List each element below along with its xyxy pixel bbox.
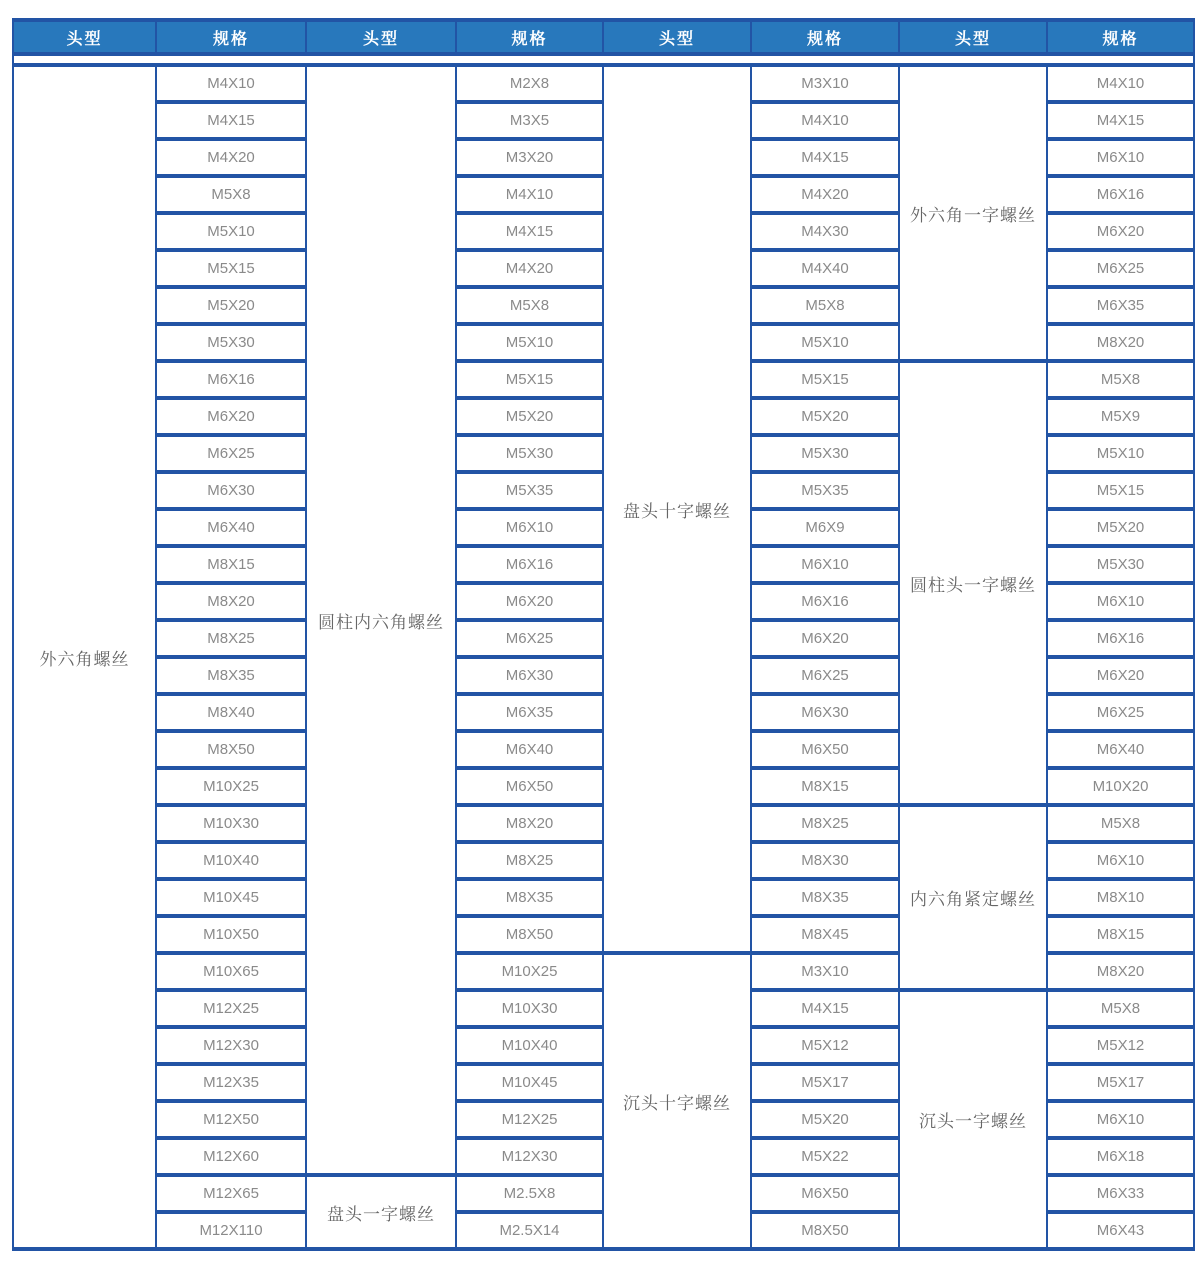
head-type-cell: 盘头一字螺丝 bbox=[306, 1175, 456, 1249]
spec-cell: M8X25 bbox=[156, 620, 306, 657]
spec-cell: M5X15 bbox=[1047, 472, 1194, 509]
spec-cell: M4X15 bbox=[751, 990, 899, 1027]
spec-cell: M5X20 bbox=[1047, 509, 1194, 546]
spec-cell: M5X17 bbox=[751, 1064, 899, 1101]
header-gap-spacer bbox=[13, 54, 1194, 65]
spec-cell: M10X50 bbox=[156, 916, 306, 953]
spec-cell: M6X35 bbox=[1047, 287, 1194, 324]
spec-cell: M4X20 bbox=[456, 250, 603, 287]
header-cell-spec-2: 规格 bbox=[456, 20, 603, 54]
head-type-cell: 沉头十字螺丝 bbox=[603, 953, 751, 1249]
spec-cell: M8X15 bbox=[751, 768, 899, 805]
spec-cell: M6X16 bbox=[1047, 176, 1194, 213]
spec-cell: M10X65 bbox=[156, 953, 306, 990]
spec-cell: M6X35 bbox=[456, 694, 603, 731]
spec-cell: M4X15 bbox=[456, 213, 603, 250]
spec-cell: M12X30 bbox=[156, 1027, 306, 1064]
spec-cell: M6X50 bbox=[751, 731, 899, 768]
spec-cell: M4X40 bbox=[751, 250, 899, 287]
spec-cell: M8X25 bbox=[751, 805, 899, 842]
spec-cell: M6X10 bbox=[1047, 842, 1194, 879]
spec-cell: M5X12 bbox=[751, 1027, 899, 1064]
spec-cell: M3X20 bbox=[456, 139, 603, 176]
head-type-cell: 外六角一字螺丝 bbox=[899, 65, 1047, 361]
spec-cell: M6X16 bbox=[456, 546, 603, 583]
header-cell-spec-3: 规格 bbox=[751, 20, 899, 54]
header-gap-row bbox=[13, 54, 1194, 65]
spec-cell: M6X25 bbox=[1047, 250, 1194, 287]
screw-spec-table bbox=[12, 18, 1195, 1251]
head-type-cell: 圆柱头一字螺丝 bbox=[899, 361, 1047, 805]
spec-cell: M5X8 bbox=[1047, 990, 1194, 1027]
spec-cell: M5X10 bbox=[1047, 435, 1194, 472]
header-cell-head-type-1: 头型 bbox=[13, 20, 156, 54]
spec-cell: M5X15 bbox=[456, 361, 603, 398]
spec-cell: M10X40 bbox=[456, 1027, 603, 1064]
spec-cell: M10X25 bbox=[156, 768, 306, 805]
spec-cell: M8X35 bbox=[456, 879, 603, 916]
spec-cell: M5X8 bbox=[1047, 805, 1194, 842]
header-cell-head-type-4: 头型 bbox=[899, 20, 1047, 54]
spec-cell: M2X8 bbox=[456, 65, 603, 102]
spec-cell: M6X30 bbox=[156, 472, 306, 509]
head-type-cell: 外六角螺丝 bbox=[13, 65, 156, 1249]
spec-cell: M5X30 bbox=[751, 435, 899, 472]
spec-cell: M5X30 bbox=[156, 324, 306, 361]
spec-cell: M8X20 bbox=[1047, 324, 1194, 361]
spec-cell: M5X22 bbox=[751, 1138, 899, 1175]
head-type-cell: 盘头十字螺丝 bbox=[603, 65, 751, 953]
header-cell-head-type-3: 头型 bbox=[603, 20, 751, 54]
spec-cell: M6X20 bbox=[751, 620, 899, 657]
spec-cell: M5X8 bbox=[156, 176, 306, 213]
spec-cell: M6X50 bbox=[456, 768, 603, 805]
spec-cell: M10X20 bbox=[1047, 768, 1194, 805]
header-cell-spec-4: 规格 bbox=[1047, 20, 1194, 54]
spec-cell: M12X25 bbox=[156, 990, 306, 1027]
spec-cell: M5X17 bbox=[1047, 1064, 1194, 1101]
spec-cell: M4X10 bbox=[751, 102, 899, 139]
spec-cell: M5X20 bbox=[156, 287, 306, 324]
spec-cell: M5X15 bbox=[751, 361, 899, 398]
spec-cell: M4X15 bbox=[156, 102, 306, 139]
spec-cell: M6X20 bbox=[1047, 657, 1194, 694]
spec-cell: M6X20 bbox=[156, 398, 306, 435]
spec-cell: M5X30 bbox=[456, 435, 603, 472]
spec-cell: M8X15 bbox=[1047, 916, 1194, 953]
spec-cell: M8X35 bbox=[156, 657, 306, 694]
spec-cell: M4X20 bbox=[751, 176, 899, 213]
spec-cell: M8X25 bbox=[456, 842, 603, 879]
spec-cell: M6X10 bbox=[1047, 583, 1194, 620]
spec-cell: M2.5X8 bbox=[456, 1175, 603, 1212]
table-header bbox=[13, 20, 1194, 65]
head-type-cell: 沉头一字螺丝 bbox=[899, 990, 1047, 1249]
spec-cell: M4X10 bbox=[1047, 65, 1194, 102]
spec-cell: M5X12 bbox=[1047, 1027, 1194, 1064]
spec-cell: M12X60 bbox=[156, 1138, 306, 1175]
spec-cell: M6X40 bbox=[1047, 731, 1194, 768]
spec-cell: M3X10 bbox=[751, 953, 899, 990]
spec-cell: M6X10 bbox=[1047, 139, 1194, 176]
spec-cell: M5X10 bbox=[751, 324, 899, 361]
spec-cell: M8X50 bbox=[751, 1212, 899, 1249]
spec-cell: M8X30 bbox=[751, 842, 899, 879]
spec-cell: M5X15 bbox=[156, 250, 306, 287]
spec-cell: M10X45 bbox=[156, 879, 306, 916]
spec-cell: M10X30 bbox=[156, 805, 306, 842]
spec-cell: M5X8 bbox=[751, 287, 899, 324]
spec-cell: M5X9 bbox=[1047, 398, 1194, 435]
spec-cell: M8X20 bbox=[456, 805, 603, 842]
spec-cell: M5X20 bbox=[456, 398, 603, 435]
spec-cell: M6X30 bbox=[456, 657, 603, 694]
spec-cell: M5X10 bbox=[456, 324, 603, 361]
header-cell-head-type-2: 头型 bbox=[306, 20, 456, 54]
spec-cell: M6X16 bbox=[751, 583, 899, 620]
spec-cell: M10X30 bbox=[456, 990, 603, 1027]
spec-cell: M6X50 bbox=[751, 1175, 899, 1212]
spec-cell: M3X5 bbox=[456, 102, 603, 139]
spec-cell: M10X40 bbox=[156, 842, 306, 879]
spec-cell: M8X50 bbox=[156, 731, 306, 768]
spec-cell: M12X50 bbox=[156, 1101, 306, 1138]
spec-cell: M12X25 bbox=[456, 1101, 603, 1138]
spec-cell: M6X20 bbox=[1047, 213, 1194, 250]
spec-cell: M4X30 bbox=[751, 213, 899, 250]
spec-cell: M6X43 bbox=[1047, 1212, 1194, 1249]
spec-cell: M5X20 bbox=[751, 398, 899, 435]
spec-cell: M6X9 bbox=[751, 509, 899, 546]
spec-cell: M6X25 bbox=[751, 657, 899, 694]
spec-cell: M12X110 bbox=[156, 1212, 306, 1249]
spec-cell: M4X20 bbox=[156, 139, 306, 176]
spec-cell: M8X10 bbox=[1047, 879, 1194, 916]
spec-cell: M6X20 bbox=[456, 583, 603, 620]
spec-cell: M10X25 bbox=[456, 953, 603, 990]
spec-cell: M8X15 bbox=[156, 546, 306, 583]
spec-cell: M6X16 bbox=[1047, 620, 1194, 657]
spec-cell: M4X15 bbox=[1047, 102, 1194, 139]
spec-cell: M5X30 bbox=[1047, 546, 1194, 583]
spec-cell: M12X35 bbox=[156, 1064, 306, 1101]
spec-cell: M5X8 bbox=[1047, 361, 1194, 398]
spec-cell: M3X10 bbox=[751, 65, 899, 102]
spec-cell: M8X20 bbox=[1047, 953, 1194, 990]
spec-cell: M5X8 bbox=[456, 287, 603, 324]
head-type-cell: 内六角紧定螺丝 bbox=[899, 805, 1047, 990]
spec-cell: M6X10 bbox=[1047, 1101, 1194, 1138]
spec-cell: M6X30 bbox=[751, 694, 899, 731]
head-type-cell: 圆柱内六角螺丝 bbox=[306, 65, 456, 1175]
table-body bbox=[13, 65, 1194, 1249]
spec-cell: M6X18 bbox=[1047, 1138, 1194, 1175]
spec-cell: M12X65 bbox=[156, 1175, 306, 1212]
spec-cell: M4X10 bbox=[456, 176, 603, 213]
spec-cell: M6X40 bbox=[156, 509, 306, 546]
spec-cell: M6X10 bbox=[751, 546, 899, 583]
spec-cell: M4X15 bbox=[751, 139, 899, 176]
spec-cell: M2.5X14 bbox=[456, 1212, 603, 1249]
spec-cell: M6X25 bbox=[1047, 694, 1194, 731]
spec-cell: M6X16 bbox=[156, 361, 306, 398]
spec-cell: M10X45 bbox=[456, 1064, 603, 1101]
header-cell-spec-1: 规格 bbox=[156, 20, 306, 54]
spec-cell: M8X40 bbox=[156, 694, 306, 731]
spec-cell: M8X50 bbox=[456, 916, 603, 953]
spec-cell: M4X10 bbox=[156, 65, 306, 102]
spec-cell: M8X35 bbox=[751, 879, 899, 916]
spec-cell: M5X35 bbox=[751, 472, 899, 509]
spec-cell: M8X45 bbox=[751, 916, 899, 953]
spec-cell: M12X30 bbox=[456, 1138, 603, 1175]
spec-cell: M5X20 bbox=[751, 1101, 899, 1138]
spec-cell: M6X25 bbox=[156, 435, 306, 472]
spec-cell: M5X10 bbox=[156, 213, 306, 250]
spec-cell: M5X35 bbox=[456, 472, 603, 509]
spec-cell: M6X33 bbox=[1047, 1175, 1194, 1212]
spec-cell: M8X20 bbox=[156, 583, 306, 620]
spec-cell: M6X10 bbox=[456, 509, 603, 546]
header-row bbox=[13, 20, 1194, 54]
spec-cell: M6X40 bbox=[456, 731, 603, 768]
spec-cell: M6X25 bbox=[456, 620, 603, 657]
table-row bbox=[13, 65, 1194, 102]
